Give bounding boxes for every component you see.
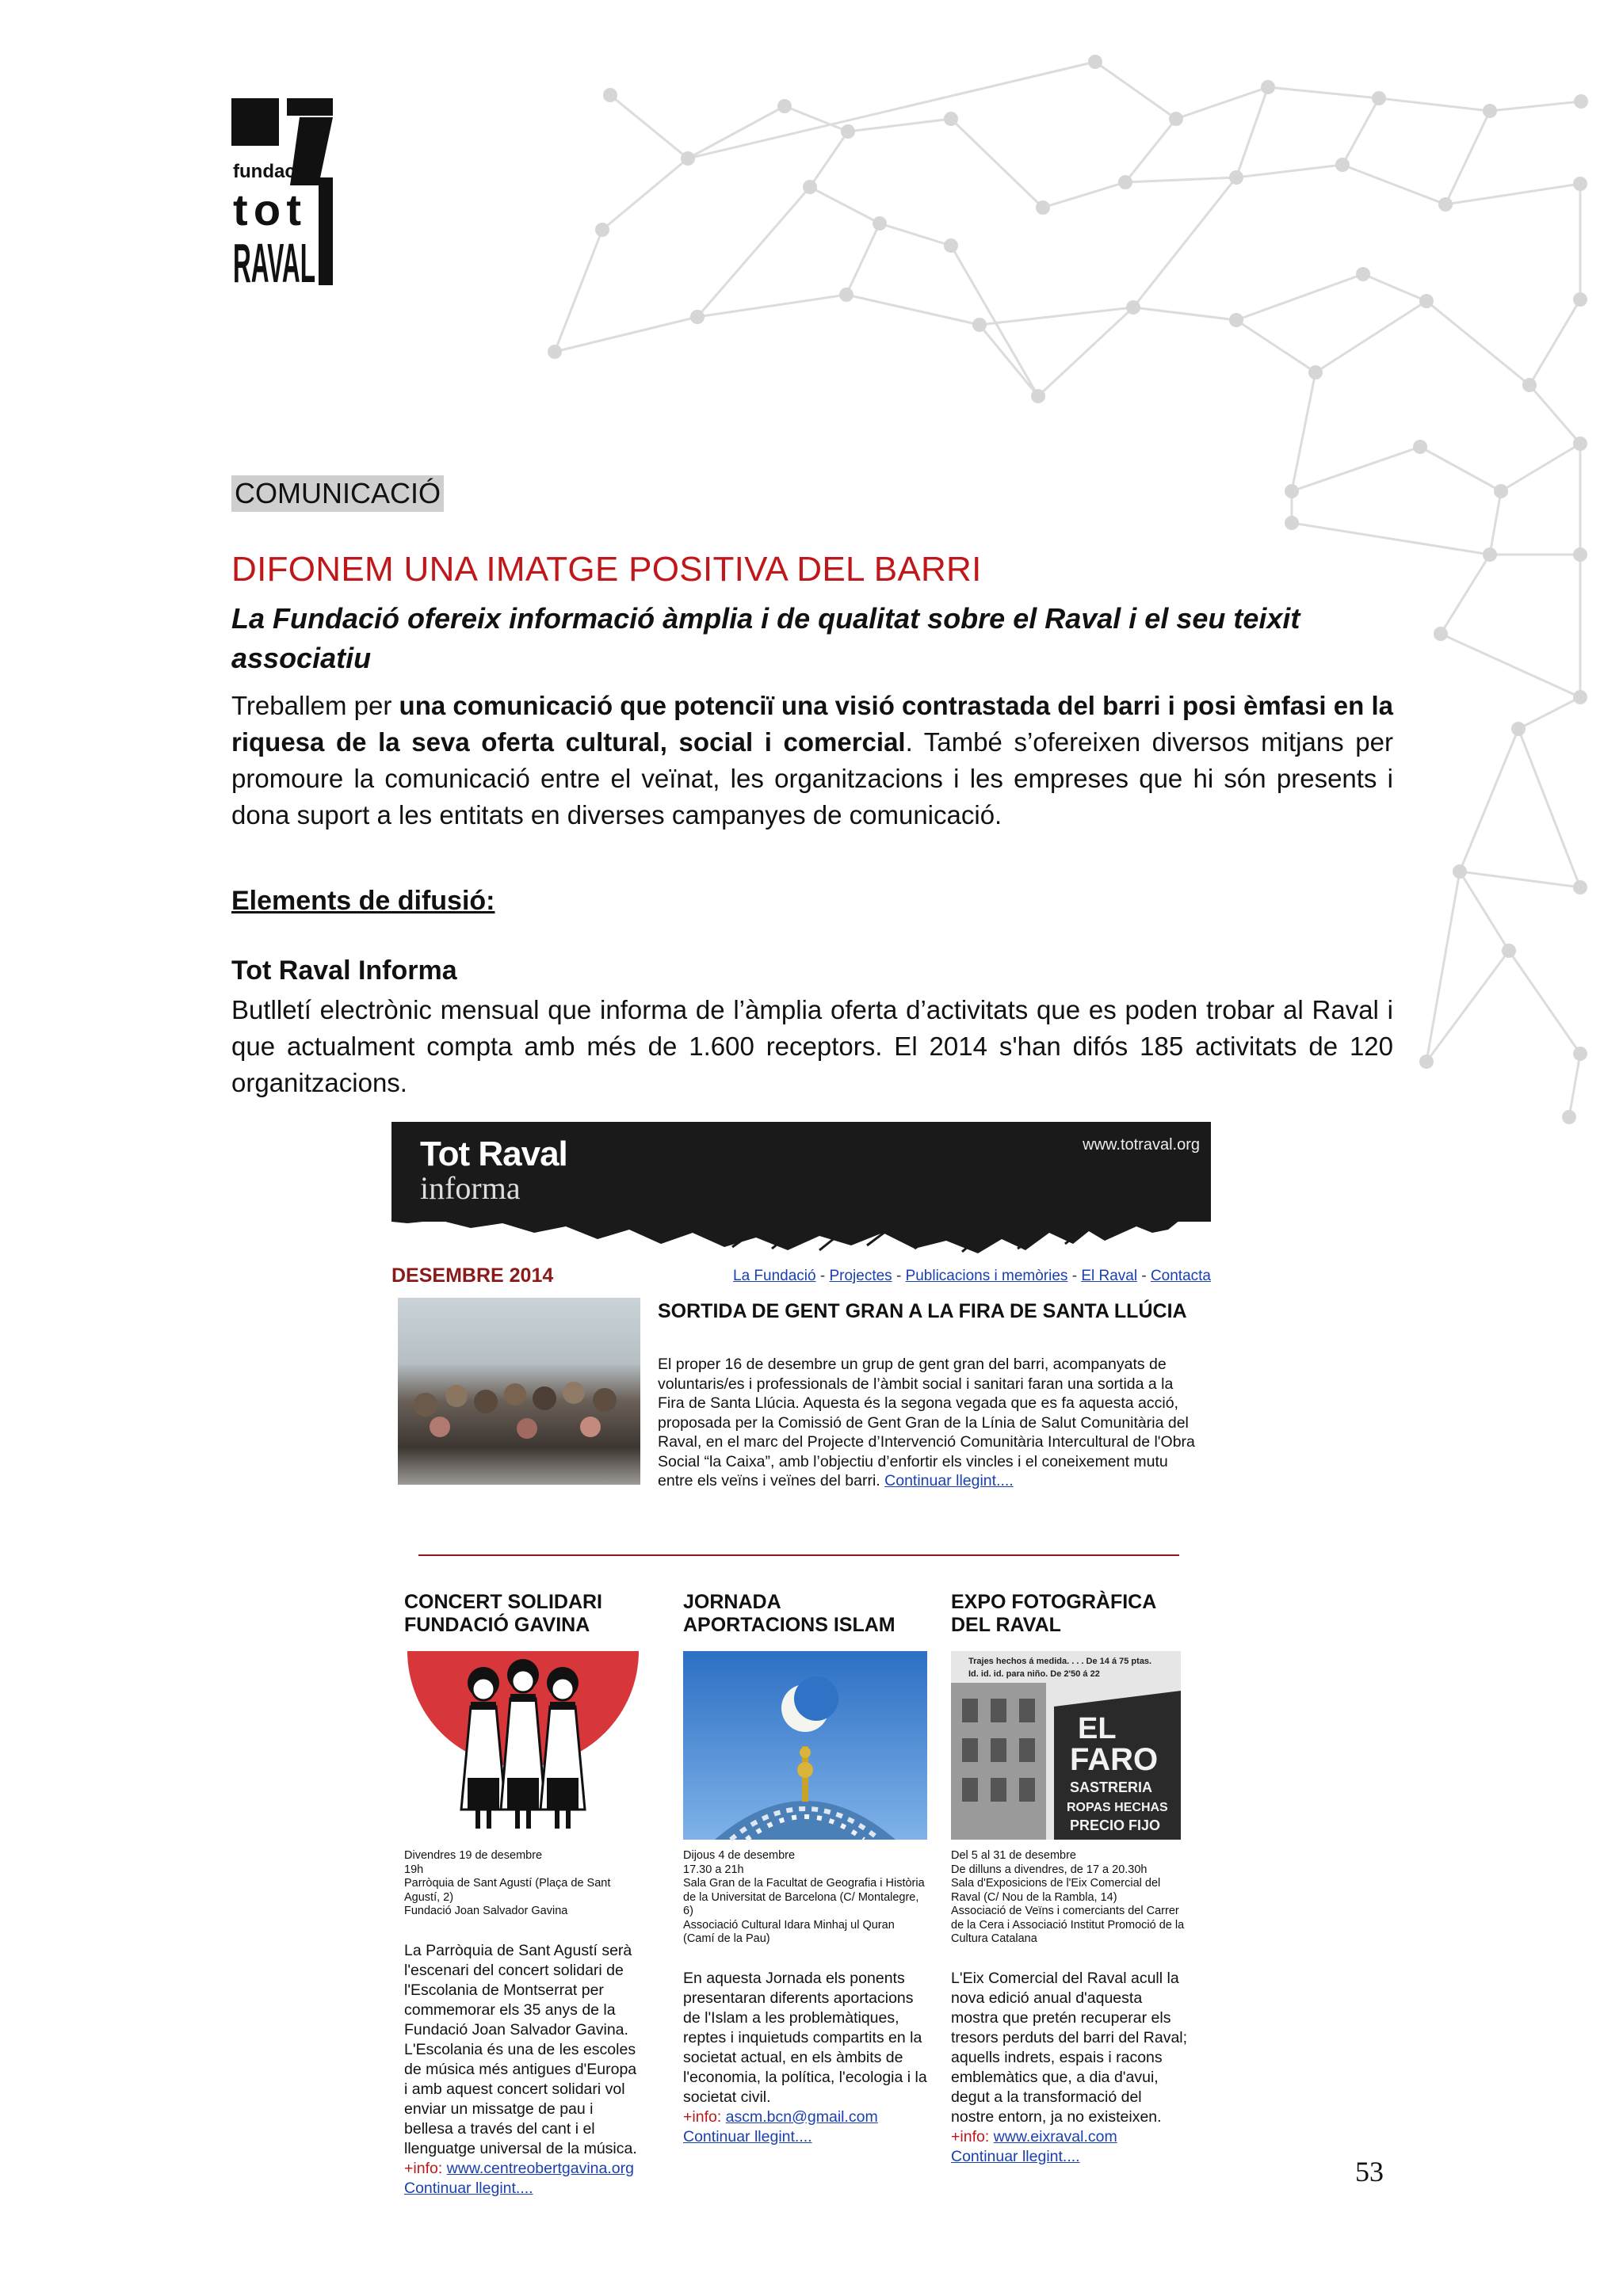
- page-headline: DIFONEM UNA IMATGE POSITIVA DEL BARRI: [231, 550, 982, 589]
- continue-link[interactable]: Continuar llegint....: [951, 2147, 1080, 2165]
- intro-paragraph: Treballem per una comunicació que potenciï una visió contrastada del barri i posi èmfasi en la riquesa de la seva oferta cultural, social i comercial. També s’ofereixen diversos mitjans per promoure la comunicació entre el veïnat, les organitzacions i les empreses que hi són presents i dona suport a les entitats en diverses campanyes de comunicació.: [231, 691, 1393, 830]
- mosque-dome-photo: [683, 1651, 927, 1840]
- continue-link[interactable]: Continuar llegint....: [404, 2179, 533, 2197]
- svg-text:PRECIO FIJO: PRECIO FIJO: [1070, 1817, 1161, 1833]
- svg-text:FARO: FARO: [1070, 1742, 1159, 1777]
- event-title: EXPO FOTOGRÀFICA DEL RAVAL: [951, 1591, 1156, 1636]
- info-link[interactable]: ascm.bcn@gmail.com: [725, 2107, 878, 2126]
- svg-text:fundació: fundació: [233, 161, 312, 182]
- lead-continue-link[interactable]: Continuar llegint....: [884, 1472, 1014, 1489]
- page-number: 53: [1355, 2156, 1384, 2187]
- event-column-expo: [951, 1591, 1189, 2167]
- tot-raval-informa-text: Butlletí electrònic mensual que informa de l’àmplia oferta d’activitats que es poden trobar al Raval i que actualment compta amb més de 1.600 receptors. El 2014 s'han difós 185 activitats de 120 organitzacions.: [231, 995, 1393, 1097]
- svg-text:EL: EL: [1078, 1712, 1117, 1745]
- nav-link-fundacio[interactable]: La Fundació: [733, 1268, 816, 1284]
- event-meta: Del 5 al 31 de desembre De dilluns a divendres, de 17 a 20.30h Sala d'Exposicions de l'Eix Comercial del Raval (C/ Nou de la Rambla, 14) Associació de Veïns i comerciants del Carrer de la Cera i Associació Institut Promoció de la Cultura Catalana: [951, 1849, 1185, 1945]
- el-faro-photo: [951, 1651, 1181, 1840]
- fundacio-tot-raval-logo: [231, 98, 333, 294]
- nav-link-contacta[interactable]: Contacta: [1150, 1268, 1211, 1284]
- svg-text:SASTRERIA: SASTRERIA: [1070, 1779, 1153, 1795]
- event-description: En aquesta Jornada els ponents presentaran diferents aportacions de l'Islam a les problemàtiques, reptes i inquietuds compartits en la societat actual, en els àmbits de l'economia, la política, l'ecologia i la societat civil. +info: ascm.bcn@gmail.com Continuar llegint....: [683, 1969, 927, 2145]
- nav-link-publicacions[interactable]: Publicacions i memòries: [905, 1268, 1068, 1284]
- tot-raval-informa-heading: Tot Raval Informa: [231, 955, 457, 986]
- section-tag: COMUNICACIÓ: [231, 475, 444, 512]
- event-title: CONCERT SOLIDARI FUNDACIÓ GAVINA: [404, 1591, 602, 1636]
- newsletter-nav: La Fundació - Projectes - Publicacions i memòries - El Raval - Contacta: [733, 1268, 1211, 1284]
- newsletter-brand-bottom: informa: [420, 1170, 521, 1206]
- svg-text:Id. id. id. para niño. De 2'50: Id. id. id. para niño. De 2'50 á 22: [968, 1669, 1100, 1679]
- event-column-concert: [404, 1591, 642, 2199]
- event-meta: Dijous 4 de desembre 17.30 a 21h Sala Gran de la Facultat de Geografia i Història de la Universitat de Barcelona (C/ Montalegre, 6) Associació Cultural Idara Minhaj ul Quran (Camí de la Pau): [683, 1849, 925, 1945]
- concert-illustration: [404, 1651, 642, 1840]
- event-meta: Divendres 19 de desembre 19h Parròquia de Sant Agustí (Plaça de Sant Agustí, 2) Fundació Joan Salvador Gavina: [404, 1849, 611, 1917]
- newsletter-preview: [391, 1122, 1211, 2199]
- group-photo: [398, 1298, 640, 1485]
- event-column-islam: [683, 1591, 927, 2147]
- info-link[interactable]: www.eixraval.com: [993, 2127, 1117, 2145]
- skyline-silhouette: [391, 1209, 1211, 1257]
- nav-link-projectes[interactable]: Projectes: [829, 1268, 892, 1284]
- page-subheadline: La Fundació ofereix informació àmplia i de qualitat sobre el Raval i el seu teixit associatiu: [231, 602, 1300, 674]
- newsletter-header: [391, 1122, 1211, 1222]
- continue-link[interactable]: Continuar llegint....: [683, 2127, 812, 2145]
- info-link[interactable]: www.centreobertgavina.org: [446, 2159, 634, 2177]
- elements-heading: Elements de difusió:: [231, 886, 495, 916]
- svg-text:ROPAS HECHAS: ROPAS HECHAS: [1067, 1801, 1168, 1814]
- nav-link-el-raval[interactable]: El Raval: [1081, 1268, 1138, 1284]
- svg-text:RAVAL: RAVAL: [233, 232, 315, 294]
- event-description: L'Eix Comercial del Raval acull la nova edició anual d'aquesta mostra que pretén recuperar els tresors perduts del barri del Raval; aquells indrets, espais i racons emblemàtics que, a dia d'avui, degut a la transformació del nostre entorn, ja no existeixen. +info: www.eixraval.com Continuar llegint....: [951, 1969, 1188, 2165]
- divider: [418, 1554, 1179, 1556]
- newsletter-brand-top: Tot Raval: [420, 1135, 567, 1173]
- newsletter-month: DESEMBRE 2014: [391, 1264, 554, 1287]
- svg-text:Trajes hechos á medida. . . .: Trajes hechos á medida. . . . De 14 á 75 ptas.: [968, 1657, 1152, 1666]
- lead-article-title: SORTIDA DE GENT GRAN A LA FIRA DE SANTA LLÚCIA: [658, 1300, 1187, 1322]
- lead-article-body: El proper 16 de desembre un grup de gent gran del barri, acompanyats de voluntaris/es i professionals de l’àmbit social i sanitari faran una sortida a la Fira de Santa Llúcia. Aquesta és la segona vegada que es fa aquesta acció, proposada per la Comissió de Gent Gran de la Línia de Salut Comunitària del Raval, en el marc del Projecte d’Intervenció Comunitària Intercultural de l'Obra Social “la Caixa”, amb l’objectiu d’enfortir els vincles i el coneixement mutu entre els veïns i veïnes del barri. Continuar llegint....: [658, 1356, 1195, 1489]
- event-title: JORNADA APORTACIONS ISLAM: [683, 1591, 896, 1636]
- newsletter-url[interactable]: www.totraval.org: [1083, 1136, 1200, 1154]
- event-description: La Parròquia de Sant Agustí serà l'escenari del concert solidari de l'Escolania de Montserrat per commemorar els 35 anys de la Fundació Joan Salvador Gavina. L'Escolania és una de les escoles de música més antigues d'Europa i amb aquest concert solidari vol enviar un missatge de pau i bellesa a través del cant i el llenguatge universal de la música. +info: www.centreobertgavina.org Continuar llegint....: [404, 1941, 637, 2197]
- svg-text:tot: tot: [233, 185, 301, 235]
